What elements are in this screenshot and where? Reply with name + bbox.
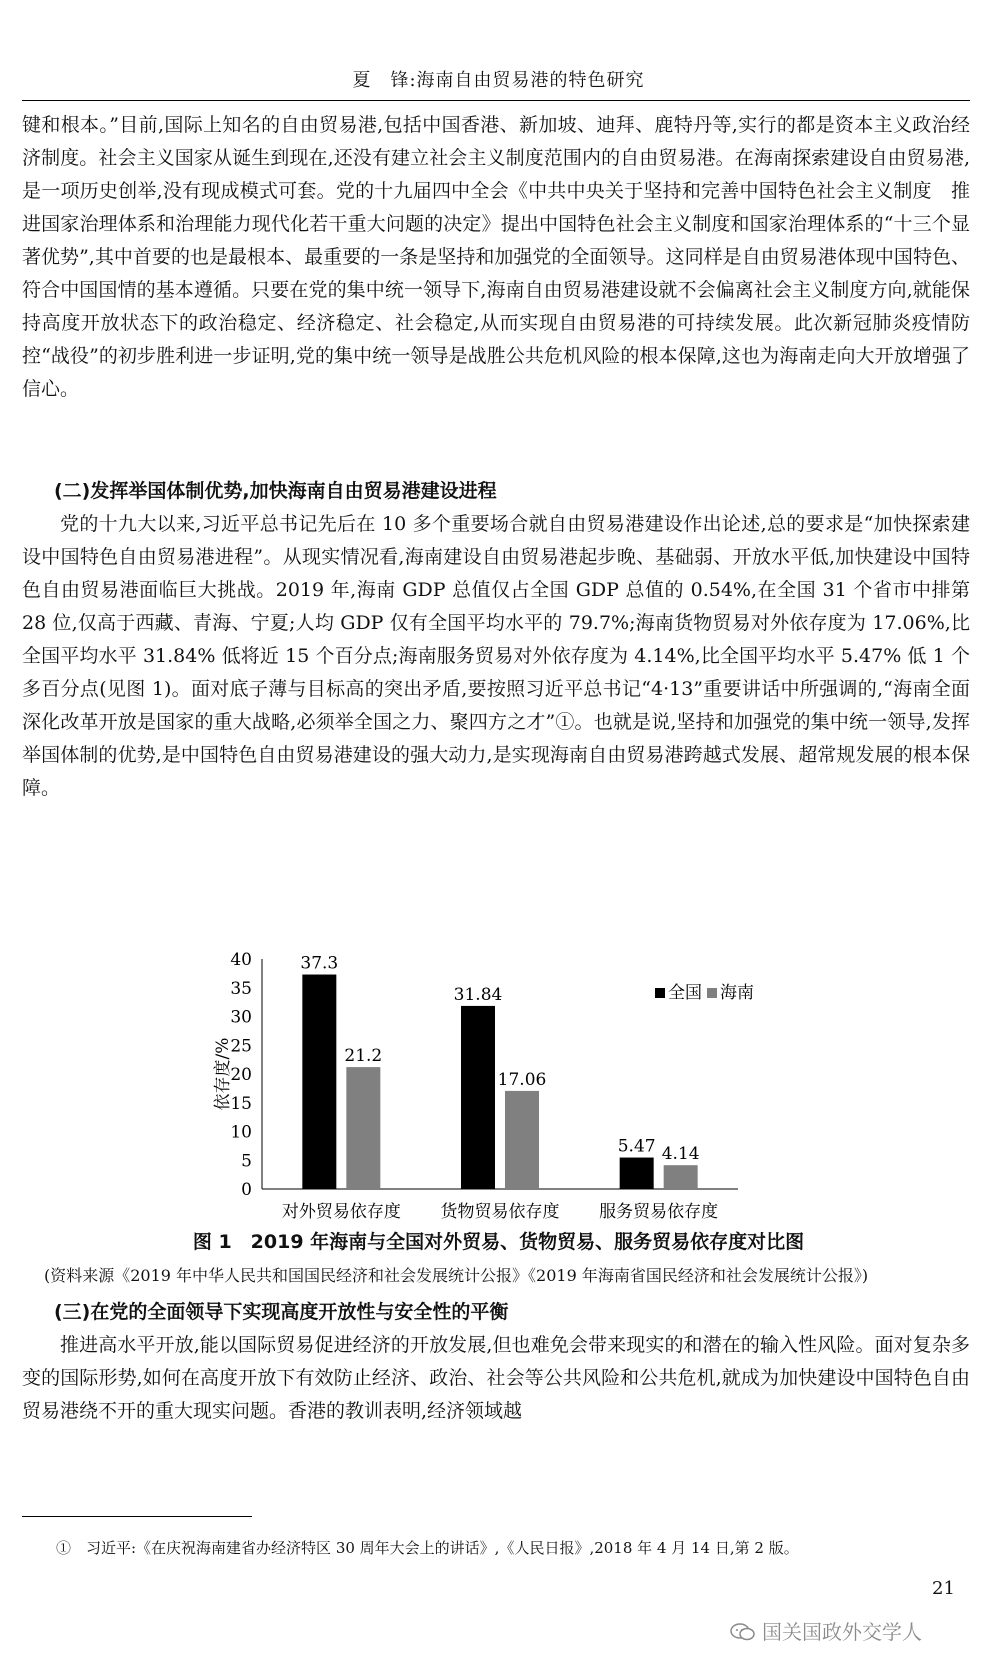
y-axis-label: 依存度/% (213, 1037, 233, 1111)
body-section-2 (22, 508, 970, 805)
section-heading-2: (二)发挥举国体制优势,加快海南自由贸易港建设进程 (54, 480, 497, 502)
x-category-label: 服务贸易依存度 (599, 1202, 719, 1222)
bar-national (620, 1158, 654, 1189)
body-section-3 (22, 1329, 970, 1428)
bar-hainan (664, 1165, 698, 1189)
page-number: 21 (932, 1578, 955, 1599)
footnote: ① 习近平:《在庆祝海南建省办经济特区 30 周年大会上的讲话》,《人民日报》,2018 年 4 月 14 日,第 2 版。 (56, 1539, 799, 1557)
bar-value-label: 37.3 (300, 953, 339, 974)
bar-value-label: 31.84 (453, 984, 503, 1005)
wechat-icon (730, 1623, 756, 1641)
figure-1 (0, 928, 997, 1228)
paragraph-2: 党的十九大以来,习近平总书记先后在 10 多个重要场合就自由贸易港建设作出论述,总的要求是“加快探索建设中国特色自由贸易港进程”。从现实情况看,海南建设自由贸易港起步晚、基础弱、开放水平低,加快建设中国特色自由贸易港面临巨大挑战。2019 年,海南 GDP 总值仅占全国 GDP 总值的 0.54%,在全国 31 个省市中排第 28 位,仅高于西藏、青海、宁夏;人均 GDP 仅有全国平均水平的 79.7%;海南货物贸易对外依存度为 17.06%,比全国平均水平 31.84% 低将近 15 个百分点;海南服务贸易对外依存度为 4.14%,比全国平均水平 5.47% 低 1 个多百分点(见图 1)。面对底子薄与目标高的突出矛盾,要按照习近平总书记“4·13”重要讲话中所强调的,“海南全面深化改革开放是国家的重大战略,必须举全国之力、聚四方之才”①。也就是说,坚持和加强党的集中统一领导,发挥举国体制的优势,是中国特色自由贸易港建设的强大动力,是实现海南自由贸易港跨越式发展、超常规发展的根本保障。 (22, 513, 970, 799)
y-tick-label: 0 (241, 1180, 252, 1200)
paragraph-3: 推进高水平开放,能以国际贸易促进经济的开放发展,但也难免会带来现实的和潜在的输入性风险。面对复杂多变的国际形势,如何在高度开放下有效防止经济、政治、社会等公共风险和公共危机,就成为加快建设中国特色自由贸易港绕不开的重大现实问题。香港的教训表明,经济领域越 (22, 1334, 970, 1422)
y-tick-label: 10 (230, 1122, 252, 1143)
bar-national (302, 975, 336, 1189)
bar-hainan (346, 1067, 380, 1189)
legend-entry: 海南 (720, 983, 754, 1003)
y-tick-label: 5 (241, 1151, 252, 1172)
bar-value-label: 4.14 (661, 1144, 700, 1165)
dependency-bar-chart (0, 928, 997, 1228)
body-section-1 (22, 109, 970, 406)
bar-value-label: 5.47 (617, 1136, 656, 1157)
y-tick-label: 20 (230, 1065, 252, 1085)
x-category-label: 对外贸易依存度 (281, 1202, 401, 1222)
y-tick-label: 35 (230, 978, 252, 999)
bar-hainan (505, 1091, 539, 1189)
y-tick-label: 15 (230, 1093, 252, 1114)
bar-value-label: 17.06 (497, 1069, 547, 1090)
paragraph-1: 键和根本。”目前,国际上知名的自由贸易港,包括中国香港、新加坡、迪拜、鹿特丹等,实行的都是资本主义政治经济制度。社会主义国家从诞生到现在,还没有建立社会主义制度范围内的自由贸易港。在海南探索建设自由贸易港,是一项历史创举,没有现成模式可套。党的十九届四中全会《中共中央关于坚持和完善中国特色社会主义制度 推进国家治理体系和治理能力现代化若干重大问题的决定》提出中国特色社会主义制度和国家治理体系的“十三个显著优势”,其中首要的也是最根本、最重要的一条是坚持和加强党的全面领导。这同样是自由贸易港体现中国特色、符合中国国情的基本遵循。只要在党的集中统一领导下,海南自由贸易港建设就不会偏离社会主义制度方向,就能保持高度开放状态下的政治稳定、经济稳定、社会稳定,从而实现自由贸易港的可持续发展。此次新冠肺炎疫情防控“战役”的初步胜利进一步证明,党的集中统一领导是战胜公共危机风险的根本保障,这也为海南走向大开放增强了信心。 (22, 114, 970, 400)
section-heading-3: (三)在党的全面领导下实现高度开放性与安全性的平衡 (54, 1301, 509, 1323)
x-category-label: 货物贸易依存度 (440, 1202, 560, 1222)
legend-entry: 全国 (668, 983, 702, 1003)
legend-swatch (707, 988, 717, 998)
watermark (730, 1616, 922, 1645)
running-head: 夏 锋:海南自由贸易港的特色研究 (352, 70, 645, 91)
footnote-rule (22, 1516, 252, 1517)
header-rule (22, 100, 970, 101)
y-tick-label: 30 (230, 1007, 252, 1028)
legend-swatch (655, 988, 665, 998)
figure-source: (资料来源《2019 年中华人民共和国国民经济和社会发展统计公报》《2019 年海南省国民经济和社会发展统计公报》) (44, 1266, 869, 1285)
watermark-text: 国关国政外交学人 (762, 1620, 922, 1644)
bar-value-label: 21.2 (344, 1046, 383, 1067)
y-tick-label: 25 (230, 1036, 252, 1057)
bar-national (461, 1006, 495, 1189)
figure-caption: 图 1 2019 年海南与全国对外贸易、货物贸易、服务贸易依存度对比图 (192, 1231, 805, 1253)
y-tick-label: 40 (230, 950, 252, 970)
